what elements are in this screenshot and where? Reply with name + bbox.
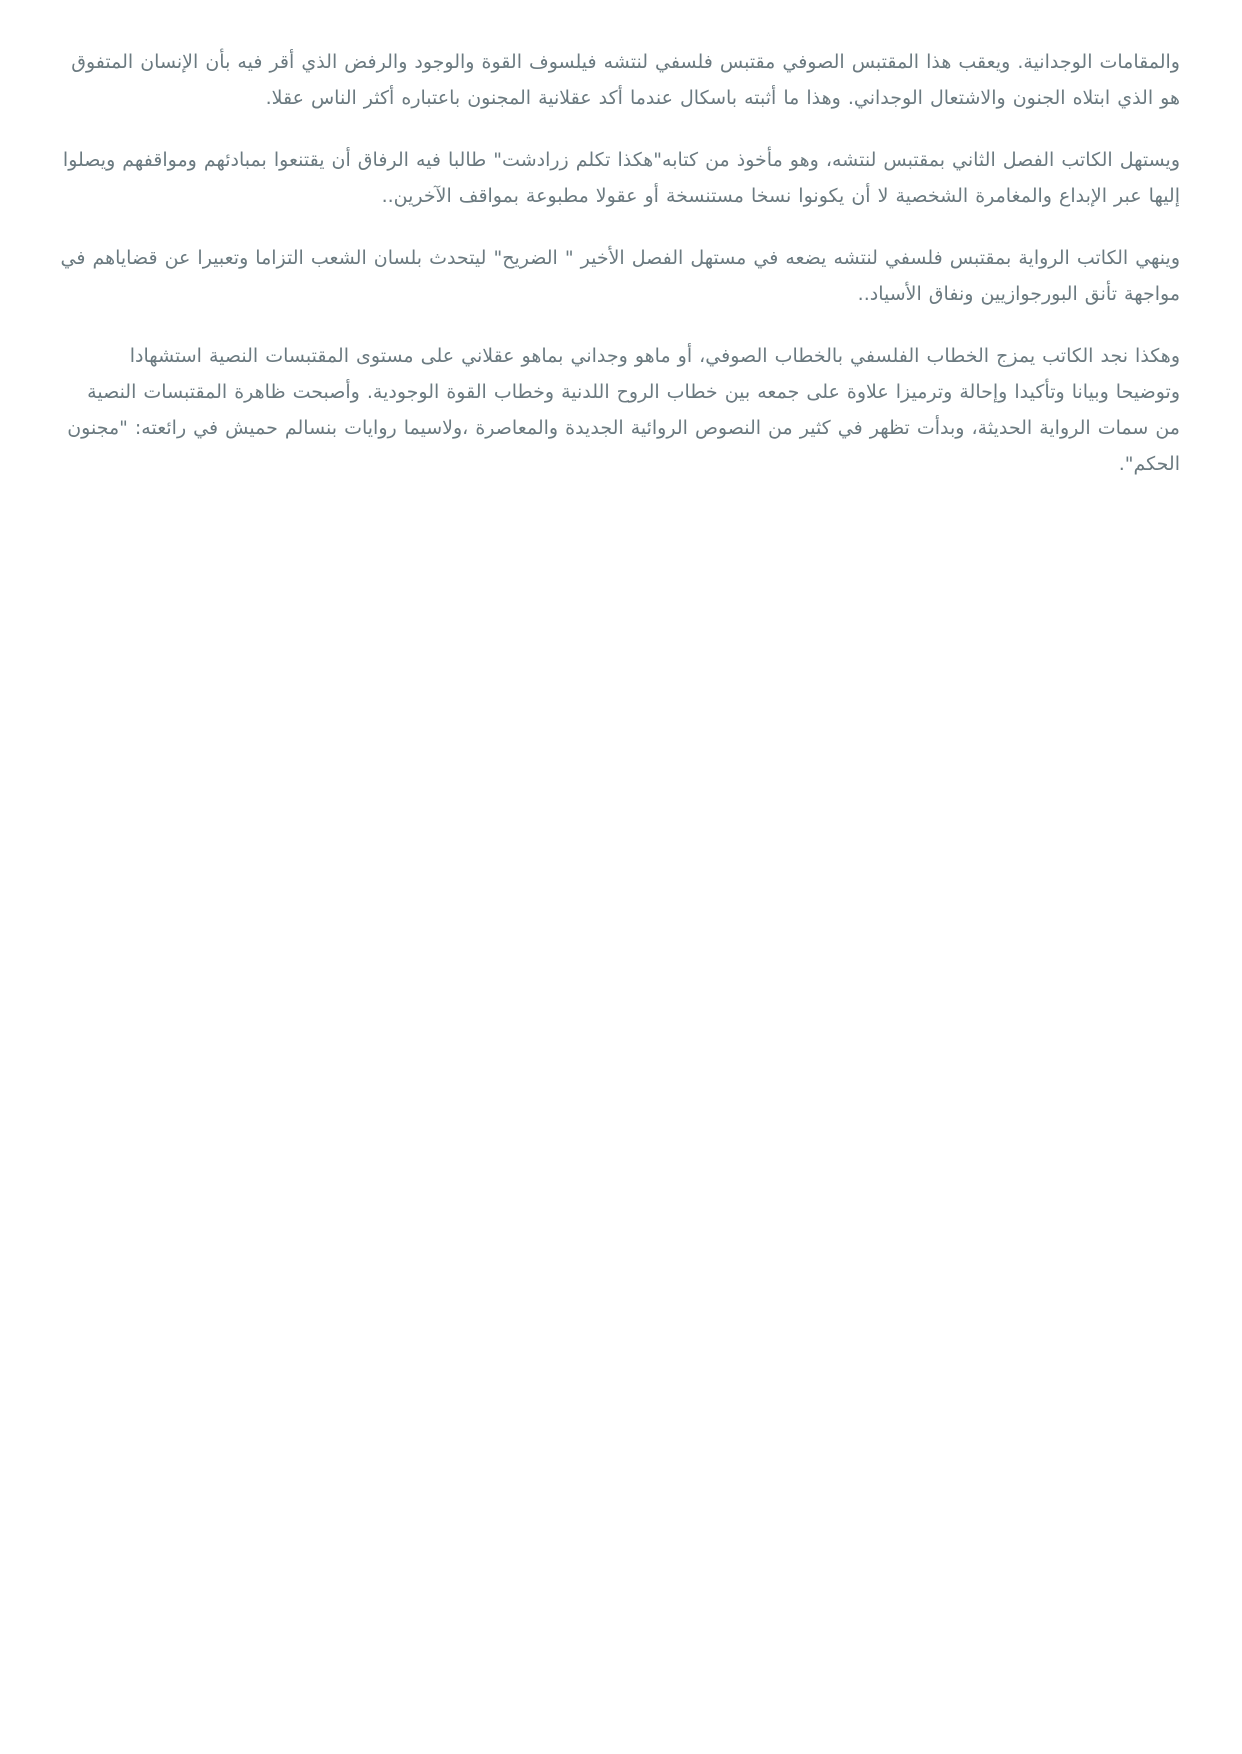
paragraph-3: وينهي الكاتب الرواية بمقتبس فلسفي لنتشه يضعه في مستهل الفصل الأخير " الضريح" ليتحدث بلسان الشعب التزاما وتعبيرا عن قضاياهم في مواجهة تأنق البورجوازيين ونفاق الأسياد.. xyxy=(60,247,1180,305)
paragraph-1: والمقامات الوجدانية. ويعقب هذا المقتبس الصوفي مقتبس فلسفي لنتشه فيلسوف القوة والوجود والرفض الذي أقر فيه بأن الإنسان المتفوق هو الذي ابتلاه الجنون والاشتعال الوجداني. وهذا ما أثبته باسكال عندما أكد عقلانية المجنون باعتباره أكثر الناس عقلا. xyxy=(71,51,1180,109)
paragraph-4: وهكذا نجد الكاتب يمزج الخطاب الفلسفي بالخطاب الصوفي، أو ماهو وجداني بماهو عقلاني على مستوى المقتبسات النصية استشهادا وتوضيحا وبيانا وتأكيدا وإحالة وترميزا علاوة على جمعه بين خطاب الروح اللدنية وخطاب القوة الوجودية. وأصبحت ظاهرة المقتبسات النصية من سمات الرواية الحديثة، وبدأت تظهر في كثير من النصوص الروائية الجديدة والمعاصرة ،ولاسيما روايات بنسالم حميش في رائعته: "مجنون الحكم". xyxy=(67,345,1180,475)
paragraph-2: ويستهل الكاتب الفصل الثاني بمقتبس لنتشه، وهو مأخوذ من كتابه"هكذا تكلم زرادشت" طالبا فيه الرفاق أن يقتنعوا بمبادئهم ومواقفهم ويصلوا إليها عبر الإبداع والمغامرة الشخصية لا أن يكونوا نسخا مستنسخة أو عقولا مطبوعة بمواقف الآخرين.. xyxy=(62,149,1180,207)
